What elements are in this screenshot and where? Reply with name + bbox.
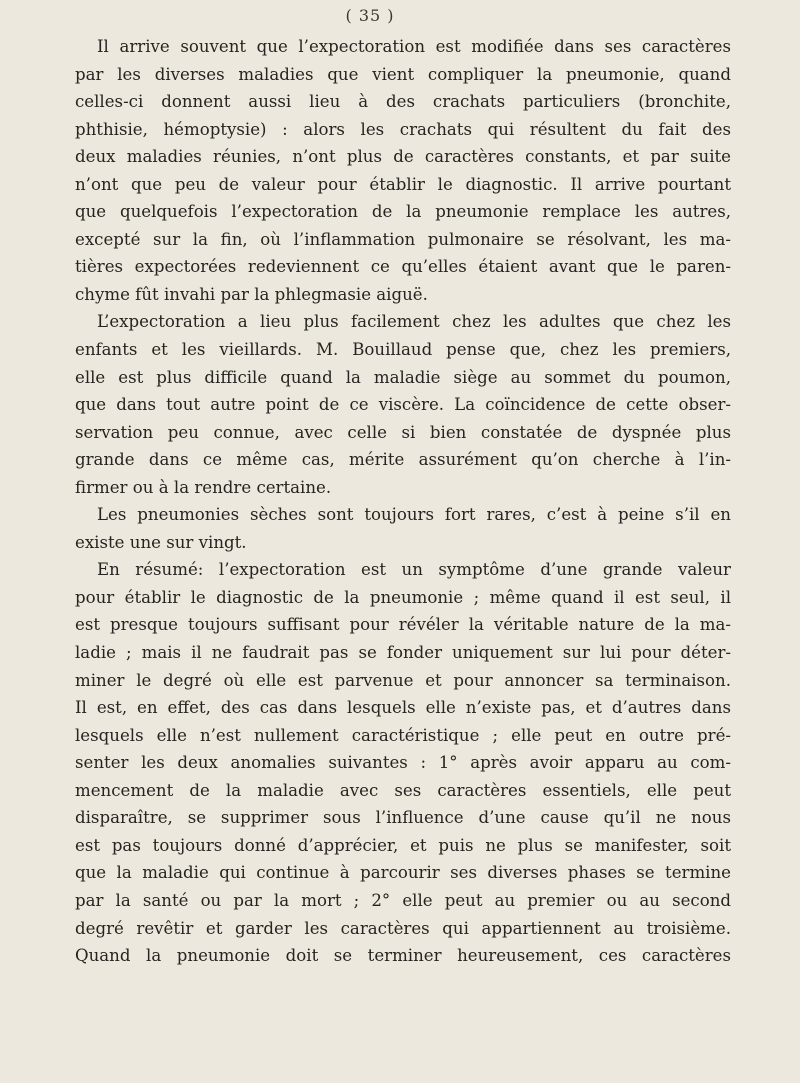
text-line: par la santé ou par la mort ; 2° elle peut au premier ou au second xyxy=(75,890,731,910)
text-line: excepté sur la fin, où l’inflammation pulmonaire se résolvant, les ma- xyxy=(75,229,731,249)
text-line: Il arrive souvent que l’expectoration est modifiée dans ses caractères xyxy=(97,37,731,56)
text-line: pour établir le diagnostic de la pneumonie ; même quand il est seul, il xyxy=(75,587,731,607)
text-line: deux maladies réunies, n’ont plus de caractères constants, et par suite xyxy=(75,147,731,167)
text-line: existe une sur vingt. xyxy=(75,532,247,552)
text-line: mencement de la maladie avec ses caractères essentiels, elle peut xyxy=(75,780,731,800)
text-line: degré revêtir et garder les caractères qui appartiennent au troisième. xyxy=(75,918,731,938)
text-line: firmer ou à la rendre certaine. xyxy=(75,477,332,497)
text-line: elle est plus difficile quand la maladie siège au sommet du poumon, xyxy=(75,367,731,387)
text-line: grande dans ce même cas, mérite assurément qu’on cherche à l’in- xyxy=(75,450,731,470)
text-line: par les diverses maladies que vient compliquer la pneumonie, quand xyxy=(75,64,731,84)
text-line: que dans tout autre point de ce viscère. La coïncidence de cette obser- xyxy=(75,395,731,415)
text-line: enfants et les vieillards. M. Bouillaud pense que, chez les premiers, xyxy=(75,340,731,360)
text-line: lesquels elle n’est nullement caractéristique ; elle peut en outre pré- xyxy=(75,725,731,745)
text-line: L’expectoration a lieu plus facilement chez les adultes que chez les xyxy=(97,312,731,332)
body-text xyxy=(75,33,731,970)
text-line: En résumé: l’expectoration est un symptôme d’une grande valeur xyxy=(97,560,731,580)
text-line: Les pneumonies sèches sont toujours fort rares, c’est à peine s’il en xyxy=(97,505,731,525)
text-line: est pas toujours donné d’apprécier, et puis ne plus se manifester, soit xyxy=(75,835,731,855)
page-number: ( 35 ) xyxy=(345,6,395,25)
text-line: que quelquefois l’expectoration de la pneumonie remplace les autres, xyxy=(75,202,731,222)
text-line: chyme fût invahi par la phlegmasie aiguë. xyxy=(75,284,428,304)
text-line: n’ont que peu de valeur pour établir le diagnostic. Il arrive pourtant xyxy=(75,174,731,194)
text-line: tières expectorées redeviennent ce qu’elles étaient avant que le paren- xyxy=(75,257,731,277)
text-line: Quand la pneumonie doit se terminer heureusement, ces caractères xyxy=(75,946,731,966)
text-line: disparaître, se supprimer sous l’influence d’une cause qu’il ne nous xyxy=(75,808,731,828)
text-line: servation peu connue, avec celle si bien constatée de dyspnée plus xyxy=(75,422,731,442)
text-line: Il est, en effet, des cas dans lesquels elle n’existe pas, et d’autres dans xyxy=(75,698,731,718)
text-line: senter les deux anomalies suivantes : 1° après avoir apparu au com- xyxy=(75,753,731,773)
text-line: ladie ; mais il ne faudrait pas se fonder uniquement sur lui pour déter- xyxy=(75,643,731,663)
text-line: phthisie, hémoptysie) : alors les crachats qui résultent du fait des xyxy=(75,119,731,139)
text-line: miner le degré où elle est parvenue et pour annoncer sa terminaison. xyxy=(75,670,731,690)
text-line: que la maladie qui continue à parcourir ses diverses phases se termine xyxy=(75,863,731,883)
text-line: celles-ci donnent aussi lieu à des crachats particuliers (bronchite, xyxy=(75,92,731,112)
text-line: est presque toujours suffisant pour révéler la véritable nature de la ma- xyxy=(75,615,731,635)
